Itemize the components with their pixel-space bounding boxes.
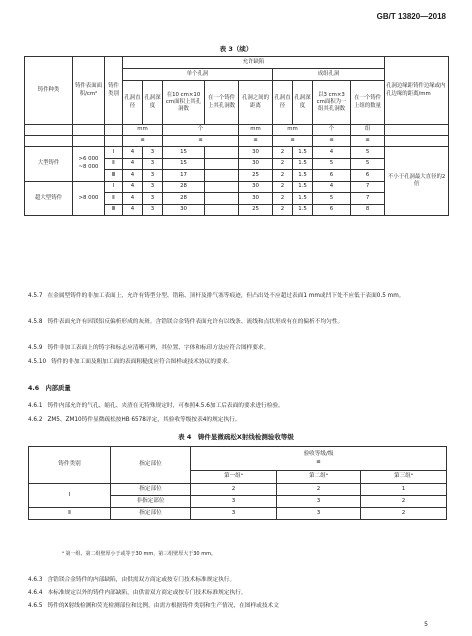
t4-hdr-grade: 验收等级/级 ≤ xyxy=(191,447,447,471)
table-cell: 1.5 xyxy=(293,181,313,193)
leq-sign: ≤ xyxy=(273,136,313,147)
table-cell: 1 xyxy=(361,484,447,496)
table-cell: 4 xyxy=(123,158,143,170)
table-cell: 1.5 xyxy=(293,193,313,205)
table-cell: 3 xyxy=(277,496,361,508)
edge-distance-note: 不小于孔洞最大直径的2倍 xyxy=(385,147,449,216)
hdr-class: 铸件类别 xyxy=(105,57,123,125)
clause-4-5-9: 4.5.9 铸件非加工表面上的铸字和标志应清晰可辨，其位置、字体和标印方法应符合图样要求。 xyxy=(28,345,270,351)
table-cell: 30 xyxy=(239,158,273,170)
table-cell: 15 xyxy=(163,158,205,170)
table-cell: 30 xyxy=(163,204,205,216)
unit-mm: mm xyxy=(239,125,273,136)
table-cell: 6 xyxy=(313,204,351,216)
clause-4-6-3: 4.6.3 含锆镁合金铸件的内部缺陷，由供需双方商定或按专门技术标准规定执行。 xyxy=(28,577,236,583)
table-cell: 1.5 xyxy=(293,170,313,182)
table-cell: 3 xyxy=(191,496,277,508)
table-cell: 4 xyxy=(123,147,143,159)
table-cell: 7 xyxy=(351,193,385,205)
table-cell: 28 xyxy=(163,181,205,193)
table-cell: Ⅲ xyxy=(105,204,123,216)
table-cell: 4 xyxy=(313,147,351,159)
table-cell: 2 xyxy=(361,496,447,508)
hdr-group-diameter: 孔洞直径 xyxy=(273,81,293,125)
table-cell: Ⅰ xyxy=(105,181,123,193)
clause-4-5-8: 4.5.8 铸件表面允许有因镁铝反偏析形成的灰斑。含锆镁合金铸件表面允许有以线条、流线和点状形成有在的偏析不均匀性。 xyxy=(28,319,344,325)
hdr-single-depth: 孔洞深度 xyxy=(143,81,163,125)
table4-caption: 表 4 铸件显微疏松X射线检测验收等级 xyxy=(178,433,294,441)
table-cell: 3 xyxy=(143,204,163,216)
table-cell: 1.5 xyxy=(293,158,313,170)
table-cell: 6 xyxy=(351,170,385,182)
hdr-single-distance: 孔洞之间的距离 xyxy=(239,81,273,125)
table-cell: 4 xyxy=(313,181,351,193)
table-cell: 4 xyxy=(123,193,143,205)
table-cell: 2 xyxy=(273,181,293,193)
table-cell: 28 xyxy=(163,193,205,205)
t4-part: 指定部位 xyxy=(111,484,191,496)
unit-mm: mm xyxy=(273,125,313,136)
area-xl: >8 000 xyxy=(73,181,105,216)
table-cell: 5 xyxy=(351,147,385,159)
t4-class-ii: Ⅱ xyxy=(29,508,111,520)
table3-caption: 表 3（续） xyxy=(219,45,253,53)
page-number: 5 xyxy=(424,621,428,628)
hdr-group-count: 以3 cm×3 cm面积为一组其孔洞数 xyxy=(313,81,351,125)
table-cell: 5 xyxy=(351,158,385,170)
t4-part: 非指定部位 xyxy=(111,496,191,508)
t4-hdr-group3: 第三组ᵃ xyxy=(361,471,447,484)
table-cell: 3 xyxy=(143,147,163,159)
table-cell: Ⅱ xyxy=(105,158,123,170)
table-cell: 8 xyxy=(351,204,385,216)
unit-count: 个 xyxy=(313,125,351,136)
hdr-single-holes: 单个孔洞 xyxy=(123,69,273,81)
standard-code: GB/T 13820—2018 xyxy=(376,12,446,21)
table-cell: 17 xyxy=(163,170,205,182)
table-cell: Ⅱ xyxy=(105,193,123,205)
table-cell: 2 xyxy=(273,147,293,159)
table-cell: 30 xyxy=(239,193,273,205)
table-cell: 3 xyxy=(143,170,163,182)
t4-hdr-class: 铸件类别 xyxy=(29,447,111,484)
table3 xyxy=(24,56,449,216)
hdr-group-total: 在一个铸件上组的数量 xyxy=(351,81,385,125)
table-cell: 5 xyxy=(313,193,351,205)
leq-sign: ≤ xyxy=(313,136,351,147)
leq-sign: ≤ xyxy=(239,136,273,147)
area-large: >6 000 ~8 000 xyxy=(73,147,105,182)
t4-hdr-group1: 第一组ᵃ xyxy=(191,471,277,484)
clause-4-5-7: 4.5.7 在金属型铸件的非加工表面上，允许有铸型分型、错箱、顶杆及排气塞等痕迹，但凸出处不应超过表面1 mm或凹下处不应低于表面0.5 mm。 xyxy=(28,293,405,299)
hdr-group-holes: 成组孔洞 xyxy=(273,69,385,81)
table-cell: 4 xyxy=(123,181,143,193)
table-cell: 3 xyxy=(191,508,277,520)
table-cell: 1.5 xyxy=(293,204,313,216)
leq-sign: ≤ xyxy=(351,136,385,147)
table-cell: Ⅲ xyxy=(105,170,123,182)
clause-4-6-1: 4.6.1 铸件内部允许的气孔、缩孔、夹渣在无特殊规定时，可参照4.5.6加工后表面的要求进行检验。 xyxy=(28,403,284,409)
hdr-group-depth: 孔洞深度 xyxy=(293,81,313,125)
table-cell: 3 xyxy=(143,158,163,170)
unit-mm: mm xyxy=(123,125,163,136)
table-cell: 25 xyxy=(239,204,273,216)
table-cell: 2 xyxy=(191,484,277,496)
table-cell: 4 xyxy=(123,170,143,182)
table4-footnote: ᵃ 第一组、第二组壁厚小于或等于30 mm，第三组壁厚大于30 mm。 xyxy=(62,551,216,557)
table-cell: 3 xyxy=(143,181,163,193)
table-cell: 3 xyxy=(143,193,163,205)
hdr-single-count-area: 在10 cm×10 cm面积上其孔洞数 xyxy=(163,81,205,125)
casting-type-large: 大型铸件 xyxy=(25,147,73,182)
table-cell: 4 xyxy=(123,204,143,216)
table-cell: 2 xyxy=(273,193,293,205)
t4-hdr-part: 指定部位 xyxy=(111,447,191,484)
clause-4-6-4: 4.6.4 本标准规定以外的铸件内部缺陷，由供需双方商定或按专门技术标准规定执行。 xyxy=(28,590,247,596)
hdr-allowed-defects: 允许缺陷 xyxy=(123,57,385,69)
t4-class-i: Ⅰ xyxy=(29,484,111,508)
table-cell: 2 xyxy=(361,508,447,520)
table-cell: 2 xyxy=(273,158,293,170)
casting-type-xl: 超大型铸件 xyxy=(25,181,73,216)
clause-4-6-5: 4.6.5 铸件的X射线检测和荧光检测部位和比例，由需方根据铸件类别和生产情况，在图样或技术文 xyxy=(28,603,279,609)
clause-4-5-10: 4.5.10 铸件的非加工面及粗加工面的表面粗糙度应符合图样或技术协议的要求。 xyxy=(28,359,234,365)
table-cell: 2 xyxy=(277,484,361,496)
table4 xyxy=(28,446,447,520)
hdr-area: 铸件表面面积/cm² xyxy=(73,57,105,125)
table-cell: 2 xyxy=(273,170,293,182)
unit-group: 组 xyxy=(351,125,385,136)
table-cell: 25 xyxy=(239,170,273,182)
table-cell: 6 xyxy=(313,170,351,182)
hdr-edge-distance: 孔洞边缘距铸件边缘或内孔边缘的距离/mm xyxy=(385,57,449,125)
hdr-single-count-total: 在一个铸件上其孔洞数 xyxy=(205,81,239,125)
table-cell: 3 xyxy=(277,508,361,520)
clause-4-6-2: 4.6.2 ZM5、ZM10铸件显微疏松按HB 6578评定，其验收等级按表4的规定执行。 xyxy=(28,417,241,423)
t4-part: 指定部位 xyxy=(111,508,191,520)
table-cell: Ⅰ xyxy=(105,147,123,159)
unit-count: 个 xyxy=(163,125,239,136)
table-cell: 30 xyxy=(239,147,273,159)
section-heading: 4.6 内部质量 xyxy=(28,385,71,392)
leq-sign: ≤ xyxy=(123,136,163,147)
leq-sign: ≤ xyxy=(163,136,239,147)
t4-hdr-group2: 第二组ᵃ xyxy=(277,471,361,484)
table-cell: 5 xyxy=(313,158,351,170)
table-cell: 30 xyxy=(239,181,273,193)
table-cell: 15 xyxy=(163,147,205,159)
table-cell: 2 xyxy=(273,204,293,216)
hdr-casting-type: 铸件种类 xyxy=(25,57,73,125)
table-cell: 1.5 xyxy=(293,147,313,159)
hdr-single-diameter: 孔洞直径 xyxy=(123,81,143,125)
table-cell: 7 xyxy=(351,181,385,193)
